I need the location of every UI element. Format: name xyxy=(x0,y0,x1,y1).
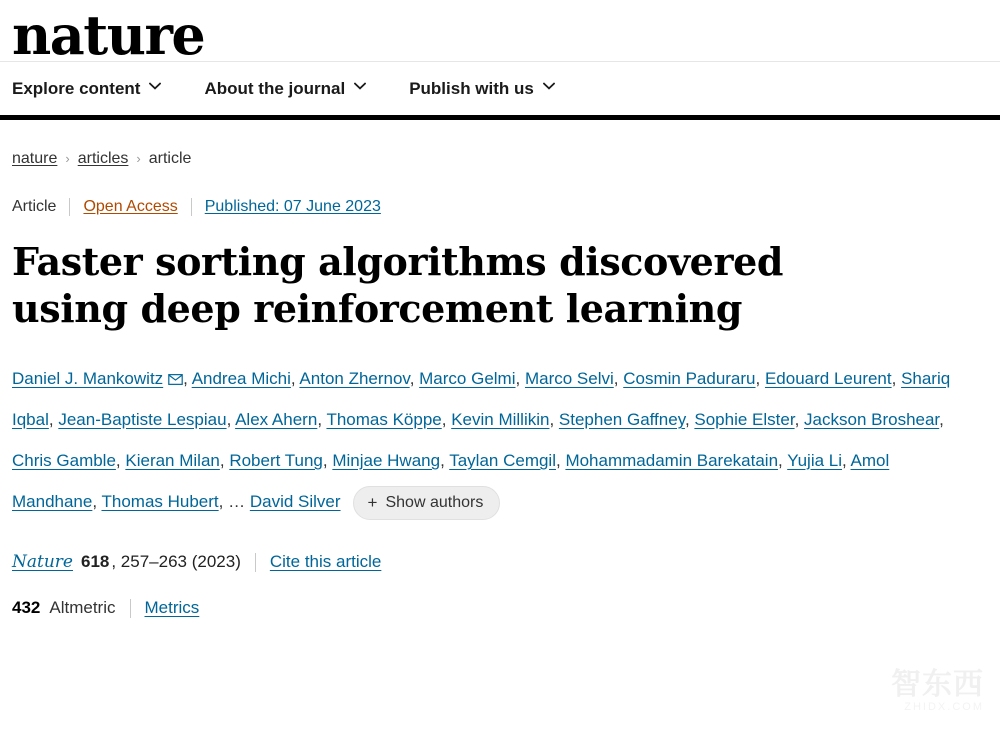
breadcrumb xyxy=(12,150,988,168)
author-separator: , xyxy=(613,369,624,388)
author-link[interactable]: Taylan Cemgil xyxy=(449,451,556,470)
citation-line xyxy=(12,552,988,572)
author-ellipsis: … xyxy=(228,492,246,511)
author-link[interactable]: Chris Gamble xyxy=(12,451,116,470)
nav-item-explore-content[interactable] xyxy=(12,79,160,99)
author-separator: , xyxy=(115,451,126,470)
author-separator: , xyxy=(555,451,566,470)
chevron-down-icon xyxy=(149,82,160,93)
author-link[interactable]: Minjae Hwang xyxy=(332,451,441,470)
citation-volume: 618 xyxy=(80,552,110,571)
author-link[interactable]: Alex Ahern xyxy=(235,410,318,429)
author-link[interactable]: Stephen Gaffney xyxy=(558,410,685,429)
author-separator: , xyxy=(842,451,851,470)
nav-item-label: Explore content xyxy=(12,78,141,98)
metrics-divider xyxy=(130,599,131,618)
published-date-link[interactable]: Published: 07 June 2023 xyxy=(204,198,381,215)
nav-item-publish-with-us[interactable] xyxy=(409,79,554,99)
breadcrumb-separator: › xyxy=(136,150,141,166)
author-link[interactable]: Edouard Leurent xyxy=(764,369,892,388)
author-link[interactable]: Cosmin Paduraru xyxy=(623,369,756,388)
author-separator: , xyxy=(440,451,450,470)
author-separator: , xyxy=(891,369,902,388)
chevron-down-icon xyxy=(543,82,554,93)
author-separator: , xyxy=(515,369,525,388)
author-link-last[interactable]: David Silver xyxy=(249,492,341,511)
author-separator: , xyxy=(409,369,420,388)
author-separator: , xyxy=(441,410,452,429)
nav-item-label: Publish with us xyxy=(409,78,534,98)
author-separator: , xyxy=(218,492,229,511)
meta-divider xyxy=(69,198,70,216)
watermark-chinese-text: 智东西 xyxy=(891,667,984,702)
author-link[interactable]: Jean-Baptiste Lespiau xyxy=(58,410,227,429)
author-link[interactable]: Anton Zhernov xyxy=(299,369,410,388)
author-link[interactable]: Andrea Michi xyxy=(191,369,291,388)
author-link[interactable]: Kevin Millikin xyxy=(451,410,550,429)
author-separator: , xyxy=(317,410,327,429)
author-link[interactable]: Thomas Hubert xyxy=(101,492,219,511)
author-separator: , xyxy=(290,369,300,388)
altmetric-count: 432 xyxy=(12,598,41,617)
author-separator: , xyxy=(794,410,805,429)
author-separator: , xyxy=(226,410,236,429)
envelope-icon[interactable] xyxy=(168,374,183,385)
breadcrumb-item-article: article xyxy=(148,150,192,167)
author-separator: , xyxy=(939,410,944,429)
plus-icon: + xyxy=(367,492,378,512)
article-header xyxy=(0,150,1000,618)
author-link[interactable]: Jackson Broshear xyxy=(804,410,940,429)
author-separator: , xyxy=(322,451,333,470)
author-separator: , xyxy=(92,492,102,511)
article-meta-line xyxy=(12,198,988,216)
nav-item-about-the-journal[interactable] xyxy=(204,79,365,99)
chevron-down-icon xyxy=(354,82,365,93)
citation-pages: , 257–263 (2023) xyxy=(111,552,241,571)
author-link[interactable]: Marco Gelmi xyxy=(419,369,516,388)
author-list xyxy=(12,358,972,522)
author-separator: , xyxy=(778,451,788,470)
breadcrumb-separator: › xyxy=(65,150,70,166)
site-masthead xyxy=(0,0,1000,67)
journal-name-link[interactable]: Nature xyxy=(12,552,73,572)
author-separator: , xyxy=(755,369,765,388)
citation-divider xyxy=(255,553,256,572)
watermark xyxy=(854,669,984,727)
author-link[interactable]: Robert Tung xyxy=(229,451,323,470)
author-link[interactable]: Amol Mandhane xyxy=(12,451,890,511)
primary-navigation xyxy=(0,62,1000,120)
author-separator: , xyxy=(219,451,230,470)
author-separator: , xyxy=(684,410,695,429)
author-separator: , xyxy=(549,410,559,429)
page-title: Faster sorting algorithms discovered using deep reinforcement learning xyxy=(12,239,784,331)
author-separator: , xyxy=(48,410,59,429)
open-access-link[interactable]: Open Access xyxy=(83,198,178,215)
breadcrumb-item-articles[interactable]: articles xyxy=(77,150,129,167)
show-authors-label: Show authors xyxy=(385,493,484,511)
author-link[interactable]: Kieran Milan xyxy=(125,451,220,470)
nature-logo[interactable]: nature xyxy=(12,3,205,67)
author-link[interactable]: Marco Selvi xyxy=(524,369,614,388)
author-link[interactable]: Sophie Elster xyxy=(694,410,795,429)
author-link[interactable]: Shariq Iqbal xyxy=(12,369,951,429)
metrics-link[interactable]: Metrics xyxy=(144,598,200,617)
author-separator: , xyxy=(183,369,192,388)
author-link[interactable]: Mohammadamin Barekatain xyxy=(565,451,779,470)
show-authors-button[interactable] xyxy=(353,486,501,520)
author-link[interactable]: Thomas Köppe xyxy=(326,410,442,429)
author-link[interactable]: Daniel J. Mankowitz xyxy=(12,369,164,388)
article-type-label: Article xyxy=(12,198,57,215)
metrics-line xyxy=(12,598,988,618)
nav-item-label: About the journal xyxy=(204,78,346,98)
altmetric-label: Altmetric xyxy=(49,598,116,617)
author-link[interactable]: Yujia Li xyxy=(787,451,843,470)
breadcrumb-item-nature[interactable]: nature xyxy=(12,150,58,167)
cite-this-article-link[interactable]: Cite this article xyxy=(269,552,382,571)
meta-divider xyxy=(191,198,192,216)
watermark-site-text: ZHIDX.COM xyxy=(904,701,984,713)
